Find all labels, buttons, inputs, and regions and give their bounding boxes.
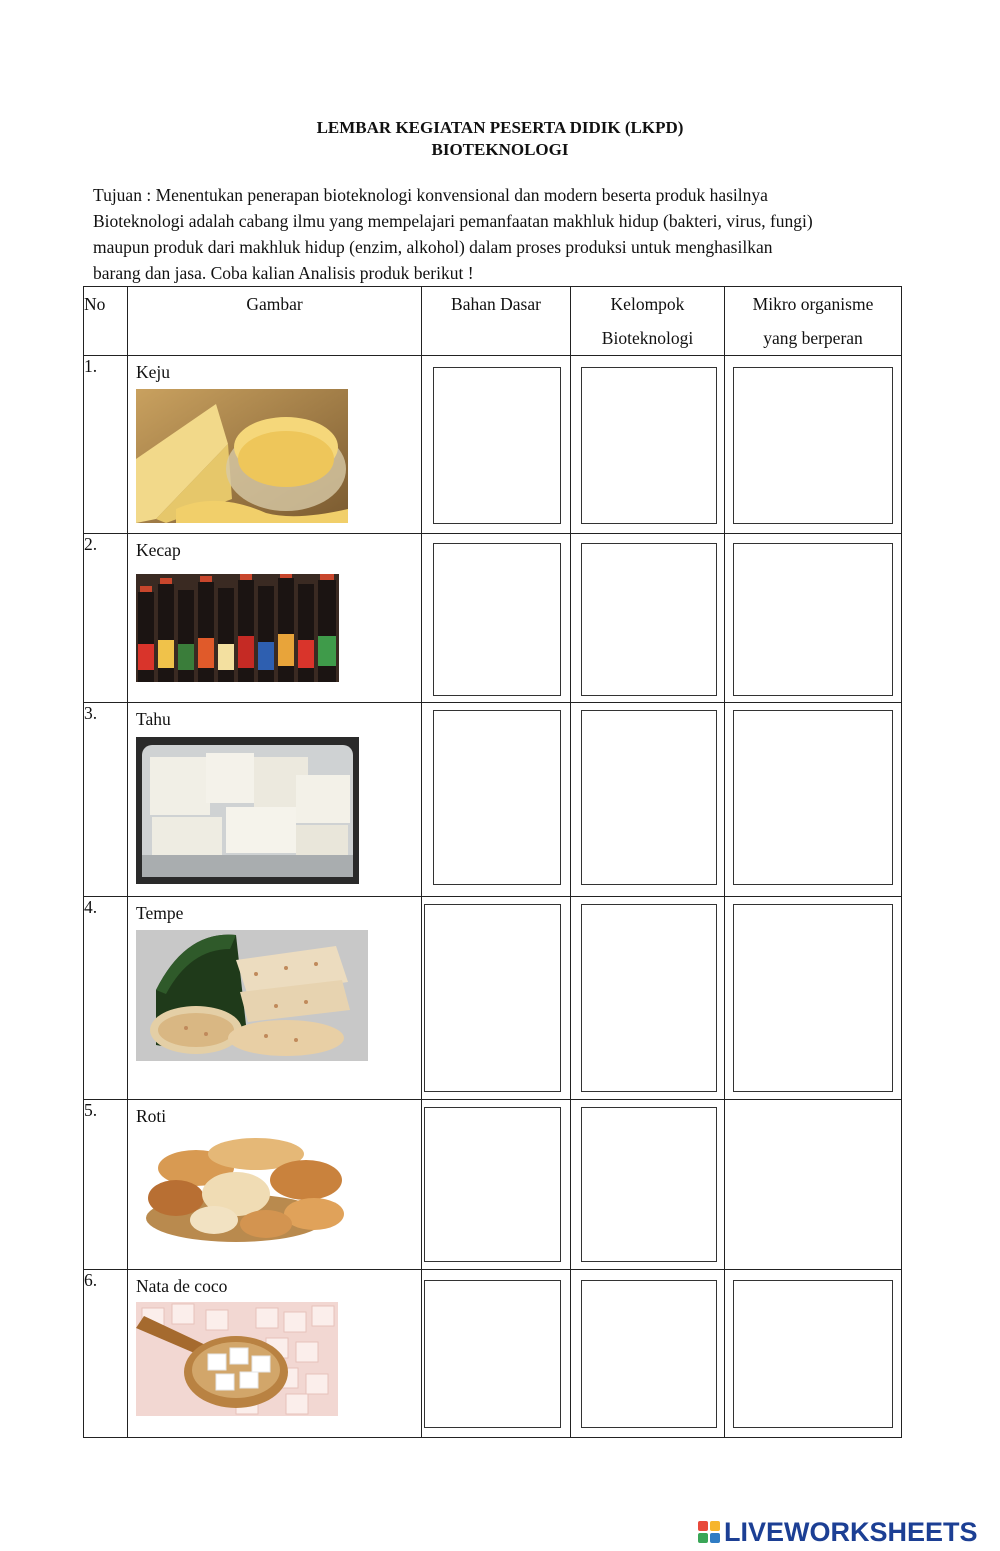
table-header-row bbox=[84, 287, 902, 356]
kelompok-answer-box[interactable] bbox=[581, 367, 717, 524]
mikro-cell bbox=[725, 1270, 902, 1438]
intro-line-2: Bioteknologi adalah cabang ilmu yang mempelajari pemanfaatan makhluk hidup (bakteri, virus, fungi) bbox=[93, 211, 813, 231]
product-name: Kecap bbox=[136, 540, 181, 560]
analysis-table bbox=[83, 286, 902, 1438]
mikro-cell bbox=[725, 534, 902, 703]
product-cell bbox=[128, 897, 422, 1100]
header-kelompok bbox=[571, 287, 725, 356]
header-no: No bbox=[84, 287, 128, 356]
bahan-dasar-answer-box[interactable] bbox=[433, 367, 561, 524]
table-row bbox=[84, 1270, 902, 1438]
row-number: 6. bbox=[84, 1270, 128, 1438]
bahan-dasar-cell bbox=[422, 703, 571, 897]
product-cell bbox=[128, 534, 422, 703]
product-name: Tempe bbox=[136, 903, 184, 923]
kelompok-cell bbox=[571, 1100, 725, 1270]
row-number: 1. bbox=[84, 356, 128, 534]
kelompok-answer-box[interactable] bbox=[581, 904, 717, 1092]
intro-line-3: maupun produk dari makhluk hidup (enzim, alkohol) dalam proses produksi untuk menghasilkan bbox=[93, 237, 773, 257]
bahan-dasar-answer-box[interactable] bbox=[424, 904, 561, 1092]
soy-sauce-bottles-image bbox=[136, 574, 339, 682]
tofu-image bbox=[136, 737, 359, 884]
table-row bbox=[84, 703, 902, 897]
mikro-cell bbox=[725, 356, 902, 534]
intro-line-1: Tujuan : Menentukan penerapan bioteknologi konvensional dan modern beserta produk hasilnya bbox=[93, 185, 768, 205]
intro-line-4: barang dan jasa. Coba kalian Analisis produk berikut ! bbox=[93, 263, 474, 283]
product-cell bbox=[128, 356, 422, 534]
mikro-answer-box[interactable] bbox=[733, 904, 893, 1092]
cheese-image bbox=[136, 389, 348, 523]
header-mikro-line1: Mikro organisme bbox=[752, 294, 874, 314]
header-kelompok-line2: Bioteknologi bbox=[601, 328, 694, 348]
bahan-dasar-cell bbox=[422, 1270, 571, 1438]
header-kelompok-line1: Kelompok bbox=[610, 294, 685, 314]
kelompok-cell bbox=[571, 703, 725, 897]
logo-grid-icon bbox=[698, 1521, 720, 1543]
mikro-answer-box[interactable] bbox=[733, 543, 893, 696]
kelompok-cell bbox=[571, 897, 725, 1100]
product-cell bbox=[128, 703, 422, 897]
mikro-answer-box[interactable] bbox=[733, 1280, 893, 1428]
worksheet-title: LEMBAR KEGIATAN PESERTA DIDIK (LKPD) bbox=[316, 118, 684, 137]
header-bahan-dasar: Bahan Dasar bbox=[422, 287, 571, 356]
bahan-dasar-answer-box[interactable] bbox=[433, 543, 561, 696]
row-number: 4. bbox=[84, 897, 128, 1100]
bahan-dasar-answer-box[interactable] bbox=[433, 710, 561, 885]
kelompok-answer-box[interactable] bbox=[581, 543, 717, 696]
kelompok-cell bbox=[571, 534, 725, 703]
kelompok-answer-box[interactable] bbox=[581, 1280, 717, 1428]
mikro-answer-box[interactable] bbox=[733, 367, 893, 524]
product-name: Nata de coco bbox=[136, 1276, 228, 1296]
header-mikro-line2: yang berperan bbox=[763, 328, 863, 348]
row-number: 5. bbox=[84, 1100, 128, 1270]
bahan-dasar-cell bbox=[422, 356, 571, 534]
kelompok-answer-box[interactable] bbox=[581, 710, 717, 885]
product-cell bbox=[128, 1100, 422, 1270]
brand-name: LIVEWORKSHEETS bbox=[724, 1516, 978, 1547]
header-gambar: Gambar bbox=[128, 287, 422, 356]
bahan-dasar-answer-box[interactable] bbox=[424, 1107, 561, 1262]
nata-de-coco-image bbox=[136, 1302, 338, 1416]
bahan-dasar-cell bbox=[422, 1100, 571, 1270]
row-number: 2. bbox=[84, 534, 128, 703]
product-name: Roti bbox=[136, 1106, 167, 1126]
tempeh-image bbox=[136, 930, 368, 1061]
mikro-answer-box[interactable] bbox=[733, 710, 893, 885]
table-row bbox=[84, 1100, 902, 1270]
product-cell bbox=[128, 1270, 422, 1438]
product-name: Keju bbox=[136, 362, 171, 382]
bahan-dasar-cell bbox=[422, 897, 571, 1100]
mikro-cell bbox=[725, 897, 902, 1100]
liveworksheets-logo bbox=[698, 1517, 978, 1547]
product-name: Tahu bbox=[136, 709, 171, 729]
kelompok-cell bbox=[571, 356, 725, 534]
table-row bbox=[84, 534, 902, 703]
kelompok-cell bbox=[571, 1270, 725, 1438]
mikro-cell bbox=[725, 1100, 902, 1270]
mikro-cell bbox=[725, 703, 902, 897]
row-number: 3. bbox=[84, 703, 128, 897]
bread-image bbox=[136, 1132, 348, 1244]
bahan-dasar-cell bbox=[422, 534, 571, 703]
header-mikro bbox=[725, 287, 902, 356]
table-row bbox=[84, 897, 902, 1100]
kelompok-answer-box[interactable] bbox=[581, 1107, 717, 1262]
intro-text bbox=[93, 182, 923, 286]
worksheet-subtitle: BIOTEKNOLOGI bbox=[431, 140, 569, 159]
bahan-dasar-answer-box[interactable] bbox=[424, 1280, 561, 1428]
table-row bbox=[84, 356, 902, 534]
